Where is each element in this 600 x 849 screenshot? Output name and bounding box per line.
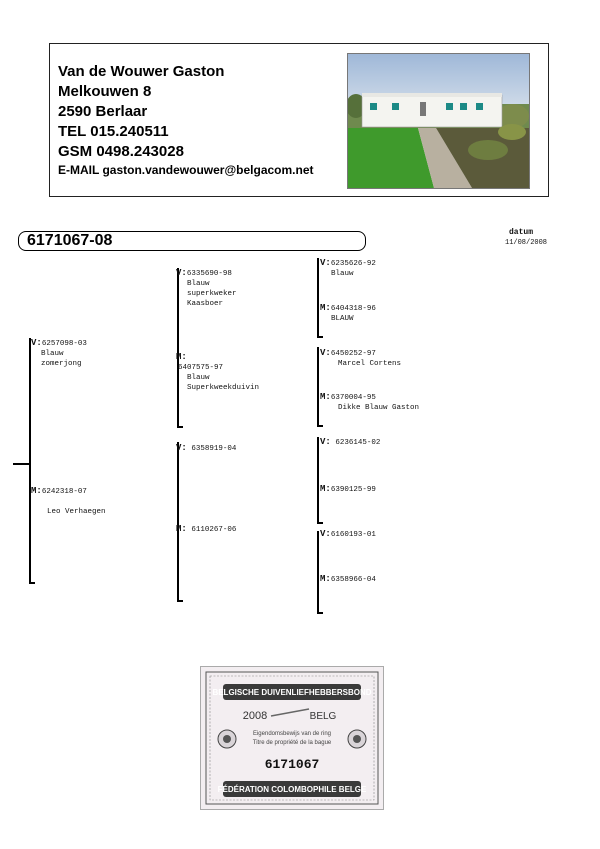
mfm-prefix: M:: [320, 484, 331, 494]
fm-ring: 6407575-97: [178, 364, 224, 372]
mother-bracket: [177, 442, 179, 602]
ffm-ring: 6404318-96: [330, 305, 376, 313]
mother-prefix: M:: [31, 486, 42, 496]
fmf-prefix: V:: [320, 348, 331, 358]
certificate-strike: [271, 709, 309, 716]
right-ornament-center-icon: [353, 735, 361, 743]
mfm-entry: [320, 484, 376, 495]
mf-prefix: V:: [176, 443, 187, 453]
fm-entry: [176, 352, 259, 393]
mfm-ring: 6390125-99: [330, 486, 376, 494]
certificate-country: BELG: [309, 711, 337, 722]
owner-details: [58, 62, 314, 178]
mmm-prefix: M:: [320, 574, 331, 584]
ffm-prefix: M:: [320, 303, 331, 313]
mm-ring: 6110267-06: [191, 526, 237, 534]
ff-bracket: [317, 258, 319, 338]
date-value: 11/08/2008: [505, 239, 548, 247]
ring-banner: [18, 231, 366, 251]
mf-bracket-tick: [317, 522, 323, 524]
mmf-prefix: V:: [320, 529, 331, 539]
ring-certificate: [200, 666, 384, 810]
mf-bracket: [317, 437, 319, 524]
mm-prefix: M:: [176, 524, 187, 534]
father-line: Blauw: [41, 350, 64, 358]
fm-line: Blauw: [187, 374, 210, 382]
certificate-line-fr: Titre de propriété de la bague: [252, 740, 332, 746]
mm-entry: [176, 524, 236, 535]
fm-bracket: [317, 347, 319, 427]
mm-bracket-tick: [317, 612, 323, 614]
certificate-ring-number: 6171067: [264, 757, 320, 772]
fff-line: Blauw: [331, 270, 354, 278]
fm-prefix: M:: [176, 352, 187, 362]
owner-gsm: GSM 0498.243028: [58, 143, 184, 160]
fmm-entry: [320, 392, 419, 413]
mother-entry: [31, 486, 106, 517]
certificate-footer: FÉDÉRATION COLOMBOPHILE BELGE: [217, 785, 367, 794]
parents-bracket: [29, 338, 31, 584]
certificate-title: BELGISCHE DUIVENLIEFHEBBERSBOND: [212, 688, 372, 697]
ff-bracket-tick: [317, 336, 323, 338]
ffm-entry: [320, 303, 376, 324]
loft-photo-image: [348, 54, 529, 188]
owner-name: Van de Wouwer Gaston: [58, 63, 225, 80]
pigeon-ring-number: 6171067-08: [27, 232, 113, 249]
mother-bracket-tick: [177, 600, 183, 602]
fff-entry: [320, 258, 376, 279]
ff-line: Blauw: [187, 280, 210, 288]
loft-photo: [347, 53, 530, 189]
father-prefix: V:: [31, 338, 42, 348]
owner-city: 2590 Berlaar: [58, 103, 148, 120]
fmm-line: Dikke Blauw Gaston: [338, 404, 420, 412]
fmf-entry: [320, 348, 401, 369]
mmm-ring: 6358966-04: [330, 576, 376, 584]
mother-line: Leo Verhaegen: [47, 508, 106, 516]
owner-card: [49, 43, 549, 197]
ff-line: superkweker: [187, 290, 237, 298]
father-bracket-tick: [177, 426, 183, 428]
ff-entry: [176, 268, 237, 309]
mmm-entry: [320, 574, 376, 585]
fmf-ring: 6450252-97: [330, 350, 376, 358]
subject-connector: [13, 463, 29, 465]
ffm-line: BLAUW: [331, 315, 354, 323]
mff-entry: [320, 437, 380, 448]
owner-email: E-MAIL gaston.vandewouwer@belgacom.net: [58, 163, 314, 177]
mff-ring: 6236145-02: [335, 439, 381, 447]
left-ornament-center-icon: [223, 735, 231, 743]
owner-tel: TEL 015.240511: [58, 123, 169, 140]
fmf-line: Marcel Cortens: [338, 360, 402, 368]
certificate-year: 2008: [242, 710, 268, 722]
father-ring: 6257098-03: [41, 340, 87, 348]
mf-ring: 6358919-04: [191, 445, 237, 453]
ff-prefix: V:: [176, 268, 187, 278]
mm-bracket: [317, 531, 319, 614]
fmm-prefix: M:: [320, 392, 331, 402]
father-line: zomerjong: [41, 360, 82, 368]
mmf-entry: [320, 529, 376, 540]
parents-bracket-tick: [29, 582, 35, 584]
fm-line: Superkweekduivin: [187, 384, 260, 392]
fff-prefix: V:: [320, 258, 331, 268]
father-entry: [31, 338, 87, 369]
certificate-artwork: [201, 667, 383, 809]
mother-ring: 6242318-07: [41, 488, 87, 496]
certificate-line-nl: Eigendomsbewijs van de ring: [252, 731, 332, 737]
ff-line: Kaasboer: [187, 300, 224, 308]
date-label: datum: [509, 228, 534, 237]
fff-ring: 6235626-92: [330, 260, 376, 268]
fm-bracket-tick: [317, 425, 323, 427]
ff-ring: 6335690-98: [186, 270, 232, 278]
mmf-ring: 6160193-01: [330, 531, 376, 539]
mf-entry: [176, 443, 236, 454]
owner-street: Melkouwen 8: [58, 83, 152, 100]
mff-prefix: V:: [320, 437, 331, 447]
fmm-ring: 6370004-95: [330, 394, 376, 402]
